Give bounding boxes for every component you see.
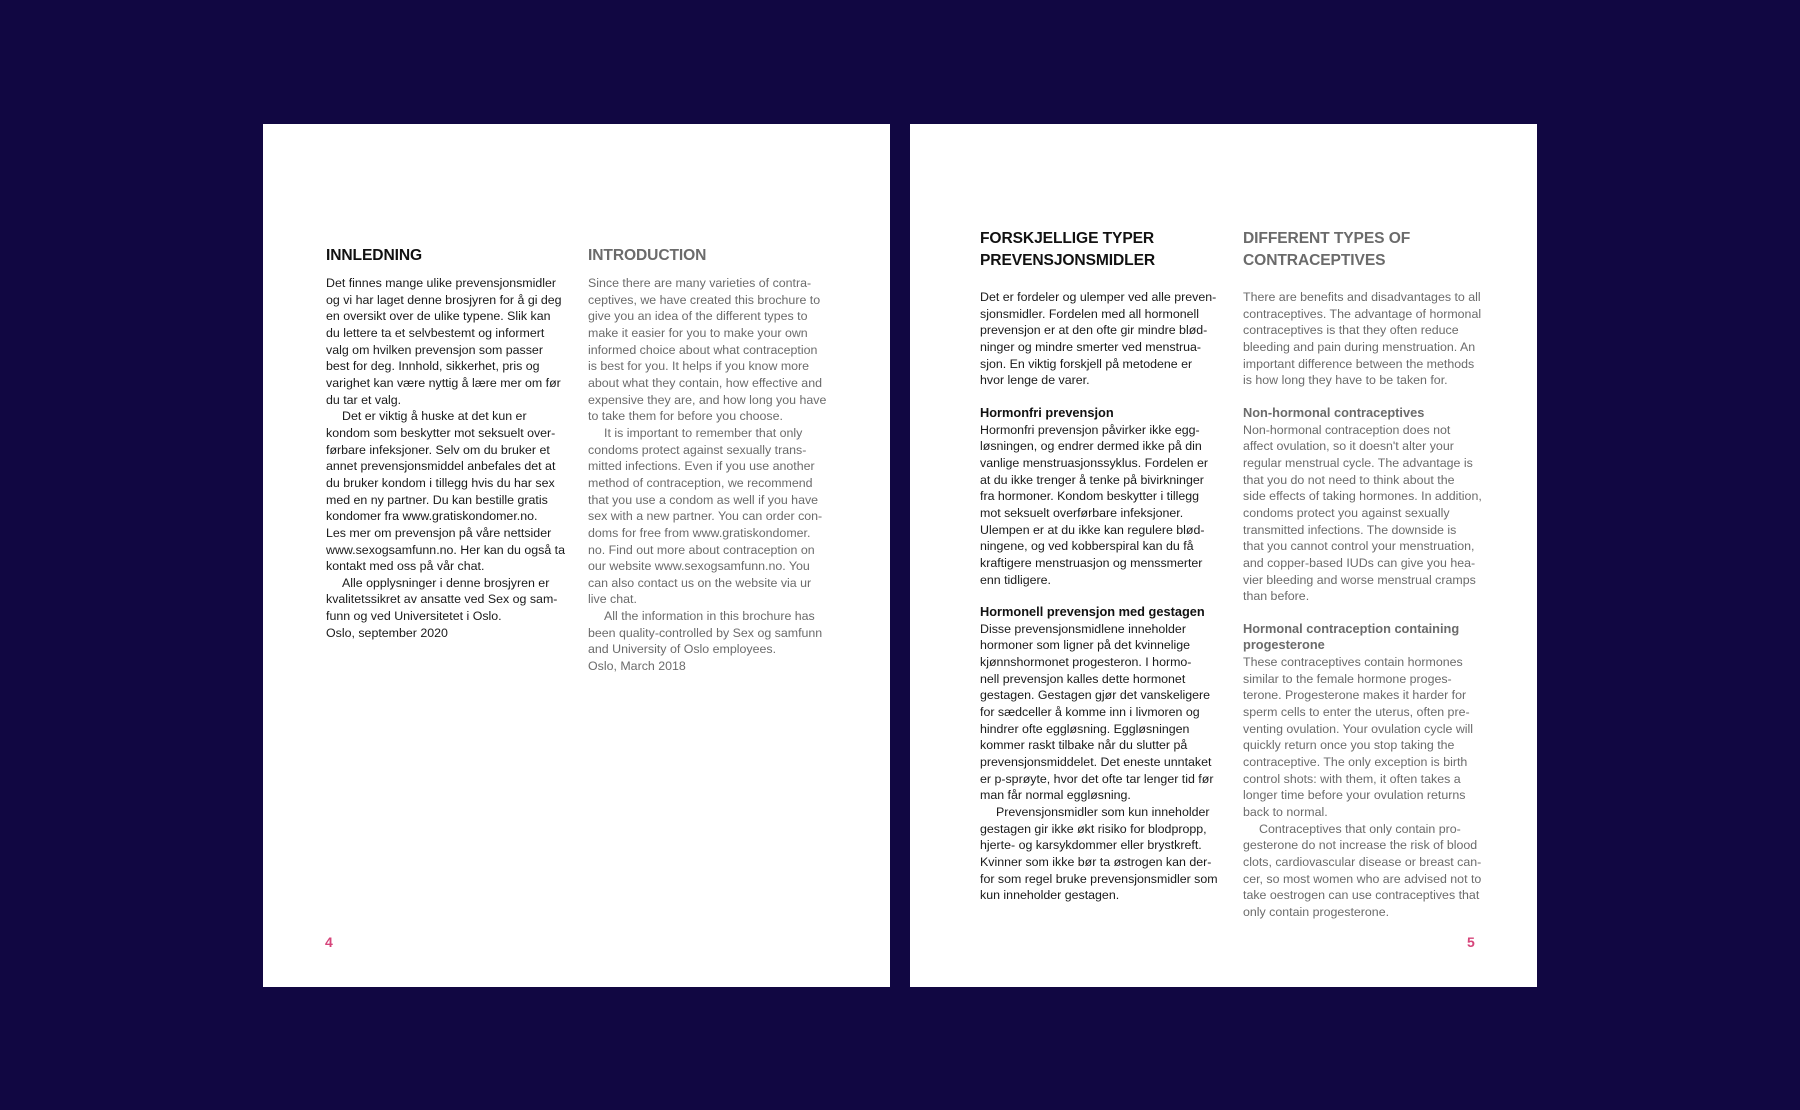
introduction-norwegian-column bbox=[326, 245, 566, 641]
types-english-column bbox=[1243, 228, 1483, 921]
place-date-en: Oslo, March 2018 bbox=[588, 659, 686, 674]
types-intro-en: There are benefits and disadvantages to all contraceptives. The advantage of hormonal contraceptives is that they often reduce bleeding and pain during menstruation. An important difference between the methods is how long they have to be taken for. bbox=[1243, 290, 1482, 388]
types-heading-en: DIFFERENT TYPES OF CONTRACEPTIVES bbox=[1243, 230, 1411, 269]
introduction-heading-no: INNLEDNING bbox=[326, 247, 423, 264]
intro-paragraph-en-1: Since there are many varieties of contra- ceptives, we have created this brochure to give you an idea of the different types to make it easier for you to make your own informed choice about what contraception is best for you. It helps if you know more about what they contain, how effective and expensive they are, and how long you have to take them for before you choose. bbox=[588, 276, 827, 424]
non-hormonal-title-no: Hormonfri prevensjon bbox=[980, 404, 1114, 420]
intro-paragraph-no-1: Det finnes mange ulike prevensjonsmidler og vi har laget denne brosjyren for å gi deg en oversikt over de ulike typene. Slik kan du lettere ta et selvbestemt og informert valg om hvilken prevensjon som passer best for deg. Innhold, sikkerhet, pris og varighet kan være nyttig å lære mer om før du tar et valg. bbox=[326, 276, 562, 407]
page-number-left: 4 bbox=[325, 934, 333, 950]
introduction-english-column bbox=[588, 245, 828, 675]
non-hormonal-title-en: Non-hormonal contraceptives bbox=[1243, 404, 1425, 420]
progesterone-body-en-1: These contraceptives contain hormones similar to the female hormone proges- terone. Progesterone makes it harder for sperm cells to enter the uterus, often pre- venting ovulation. Your ovulation cycle will quickly return once you stop taking the contraceptive. The only exception is birth control shots: with them, it often takes a longer time before your ovulation returns back to normal. bbox=[1243, 655, 1474, 820]
left-page bbox=[263, 124, 890, 987]
types-intro-no: Det er fordeler og ulemper ved alle preven- sjonsmidler. Fordelen med all hormonell prevensjon er at den ofte gir mindre blød- ninger og mindre smerter ved menstrua- sjon. En viktig forskjell på metodene er hvor lenge de varer. bbox=[980, 290, 1217, 388]
intro-paragraph-no-3: Alle opplysninger i denne brosjyren er kvalitetssikret av ansatte ved Sex og sam- funn og ved Universitetet i Oslo. bbox=[326, 575, 558, 624]
gestagen-title-no: Hormonell prevensjon med gestagen bbox=[980, 604, 1205, 620]
non-hormonal-body-no: Hormonfri prevensjon påvirker ikke egg- løsningen, og endrer dermed ikke på din vanlige menstruasjonssyklus. Fordelen er at du ikke trenger å tenke på bivirkninger fra hormoner. Kondom beskytter i tillegg mot seksuelt overførbare infeksjoner. Ulempen er at du ikke kan regulere blød- ningene, og ved kobberspiral kan du få kraftigere menstruasjon og menssmerter enn tidligere. bbox=[980, 422, 1208, 587]
intro-paragraph-en-3: All the information in this brochure has been quality-controlled by Sex og samfunn and University of Oslo employees. bbox=[588, 609, 823, 657]
gestagen-body-no-1: Disse prevensjonsmidlene inneholder hormoner som ligner på det kvinnelige kjønnshormonet progesteron. I hormo- nell prevensjon kalles dette hormonet gestagen. Gestagen gjør det vanskeligere for sædceller å komme inn i livmoren og hindrer ofte eggløsning. Eggløsningen kommer raskt tilbake når du slutter på prevensjonsmiddelet. Det eneste unntaket er p-sprøyte, hvor det ofte tar lenger tid før man får normal eggløsning. bbox=[980, 621, 1214, 803]
page-number-right: 5 bbox=[1467, 934, 1475, 950]
place-date-no: Oslo, september 2020 bbox=[326, 625, 448, 640]
introduction-heading-en: INTRODUCTION bbox=[588, 247, 707, 264]
progesterone-title-en: Hormonal contraception containing progesterone bbox=[1243, 620, 1460, 653]
progesterone-body-en-2: Contraceptives that only contain pro- gesterone do not increase the risk of blood clots, cardiovascular disease or breast can- cer, so most women who are advised not to take oestrogen can use contraceptives that only contain progesterone. bbox=[1243, 821, 1482, 919]
intro-paragraph-en-2: It is important to remember that only condoms protect against sexually trans- mitted infections. Even if you use another method of contraception, we recommend that you use a condom as well if you have sex with a new partner. You can order con- doms for free from www.gratiskondomer. no. Find out more about contraception on our website www.sexogsamfunn.no. You can also contact us on the website via ur live chat. bbox=[588, 425, 823, 607]
types-heading-no: FORSKJELLIGE TYPER PREVENSJONSMIDLER bbox=[980, 230, 1156, 269]
non-hormonal-body-en: Non-hormonal contraception does not affect ovulation, so it doesn't alter your regular menstrual cycle. The advantage is that you do not need to think about the side effects of taking hormones. In addition, condoms protect you against sexually transmitted infections. The downside is that you cannot control your menstruation, and copper-based IUDs can give you hea- vier bleeding and worse menstrual cramps than before. bbox=[1243, 422, 1482, 604]
types-norwegian-column bbox=[980, 228, 1220, 904]
intro-paragraph-no-2: Det er viktig å huske at det kun er kondom som beskytter mot seksuelt over- førbare infeksjoner. Selv om du bruker et annet prevensjonsmiddel anbefales det at du bruker kondom i tillegg hvis du har sex med en ny partner. Du kan bestille gratis kondomer fra www.gratiskondomer.no. Les mer om prevensjon på våre nettsider www.sexogsamfunn.no. Her kan du også ta kontakt med oss på vår chat. bbox=[326, 409, 565, 574]
gestagen-body-no-2: Prevensjonsmidler som kun inneholder gestagen gir ikke økt risiko for blodpropp, hjerte- og karsykdommer eller brystkreft. Kvinner som ikke bør ta østrogen kan der- for som regel bruke prevensjonsmidler som kun inneholder gestagen. bbox=[980, 805, 1218, 903]
right-page bbox=[910, 124, 1537, 987]
